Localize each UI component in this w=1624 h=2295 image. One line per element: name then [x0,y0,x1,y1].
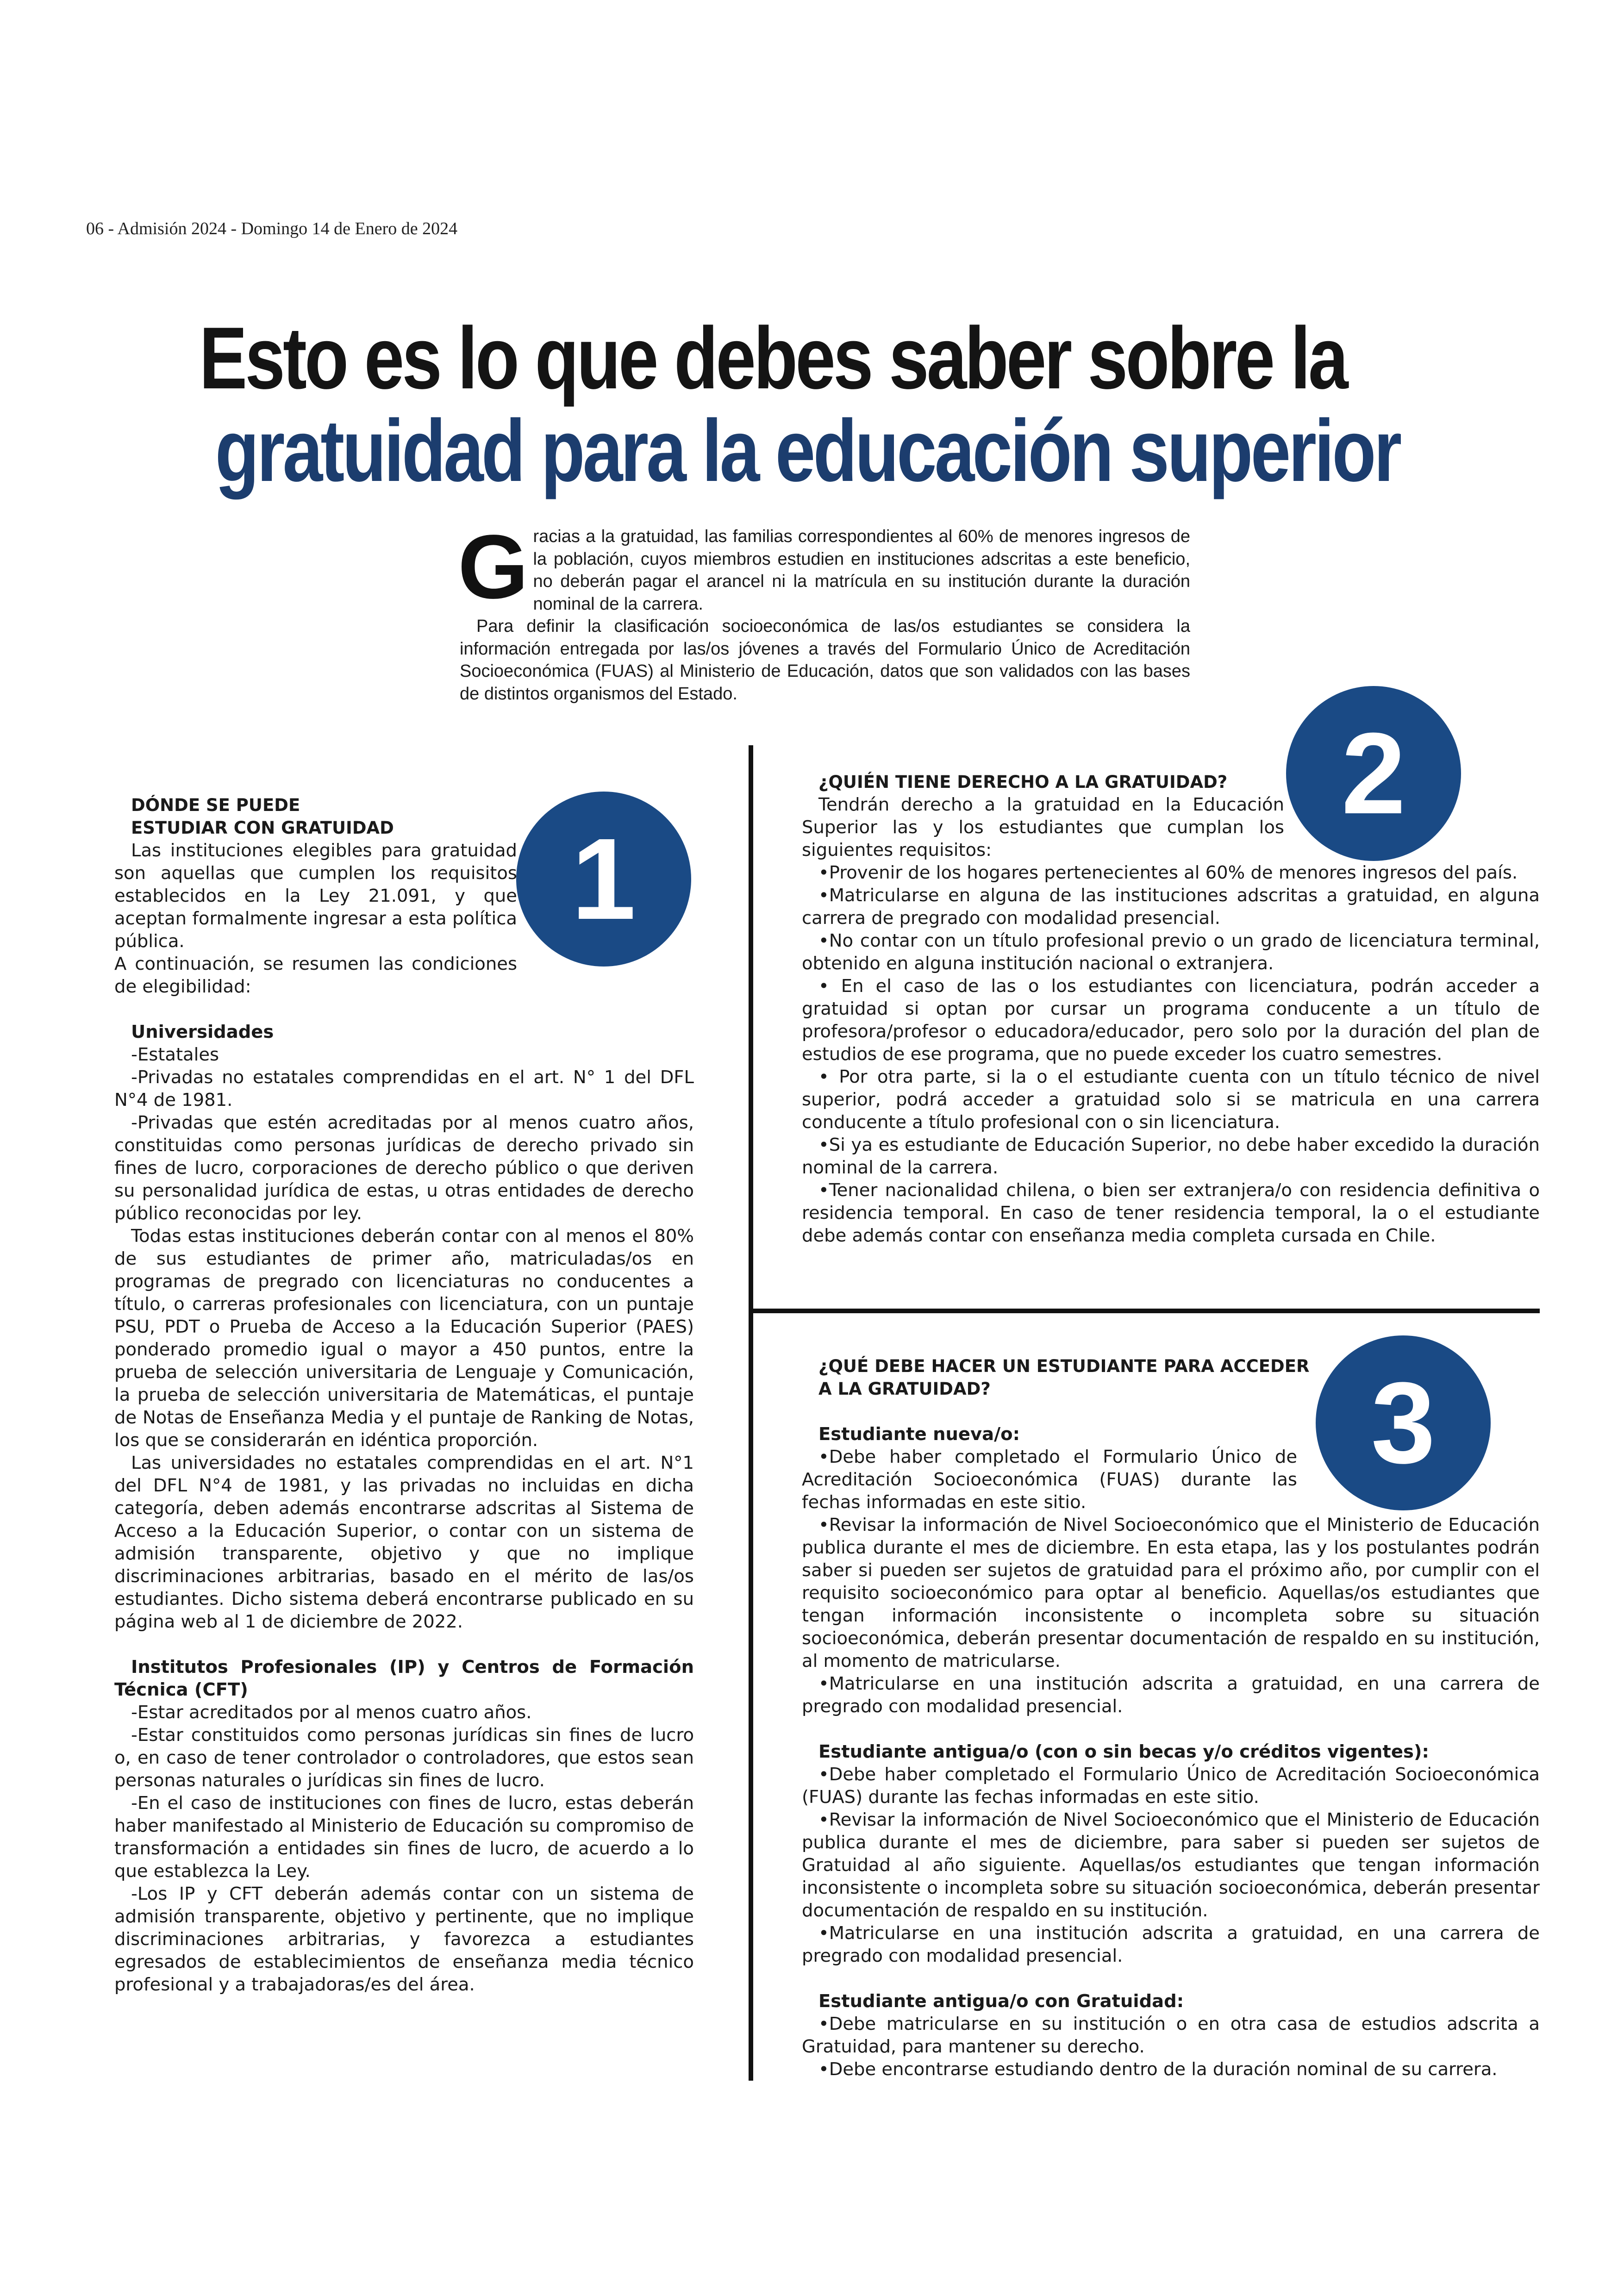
section-2-bullet: •Provenir de los hogares pertenecientes al 60% de menores ingresos del país. [818,862,1518,883]
section-number-2-badge: 2 [1286,686,1461,861]
section-3-subheading: Estudiante nueva/o: [818,1424,1020,1445]
intro-block [458,516,1190,705]
section-3-bullet: •Revisar la información de Nivel Socioeconómico que el Ministerio de Educación publica durante el mes de diciembre, para saber si pueden ser sujetos de Gratuidad al año siguiente. Aquellas/os estudiantes que tengan información inconsistente o incompleta sobre su situación socioeconómica, deberán presentar documentación de respaldo en su institución. [802,1809,1540,1921]
section-2-bullet: •No contar con un título profesional previo o un grado de licenciatura terminal, obtenido en alguna institución nacional o extranjera. [802,930,1540,974]
section-1-subheading: Universidades [131,1022,274,1042]
section-3-bullet: •Debe haber completado el Formulario Único de Acreditación Socioeconómica (FUAS) durante las fechas informadas en este sitio. [802,1764,1540,1808]
section-1-list-item: -Privadas que estén acreditadas por al menos cuatro años, constituidas como personas jurídicas de derecho privado sin fines de lucro, corporaciones de derecho público o que deriven su personalidad jurídica de estas, u otras entidades de derecho público reconocidas por ley. [114,1112,694,1224]
section-3-bullet: •Matricularse en una institución adscrita a gratuidad, en una carrera de pregrado con modalidad presencial. [802,1673,1540,1717]
headline-line-2: gratuidad para la educación superior [215,402,1400,500]
section-1-list-item: -Estatales [131,1044,219,1065]
section-1-list-item: -Estar constituidos como personas jurídicas sin fines de lucro o, en caso de tener controlador o controladores, que estos sean personas naturales o jurídicas sin fines de lucro. [114,1725,694,1791]
section-1-list-item: -Los IP y CFT deberán además contar con un sistema de admisión transparente, objetivo y pertinente, que no implique discriminaciones arbitrarias, y favorezca a estudiantes egresados de establecimientos de enseñanza media técnico profesional y a trabajadoras/es del área. [114,1883,694,1995]
section-1-paragraph: Las instituciones elegibles para gratuidad son aquellas que cumplen los requisitos establecidos en la Ley 21.091, y que aceptan formalmente ingresar a esta política pública. [114,840,517,952]
section-2-bullet: •Si ya es estudiante de Educación Superior, no debe haber excedido la duración nominal de la carrera. [802,1135,1540,1178]
section-1-list-item: -Estar acreditados por al menos cuatro años. [131,1702,532,1723]
section-2-paragraph: Tendrán derecho a la gratuidad en la Educación Superior las y los estudiantes que cumplan los siguientes requisitos: [802,794,1284,861]
section-divider-horizontal [751,1309,1540,1313]
section-2-bullet: •Matricularse en alguna de las instituciones adscritas a gratuidad, en alguna carrera de pregrado con modalidad presencial. [802,885,1540,929]
section-3-subheading: Estudiante antigua/o con Gratuidad: [818,1991,1184,2012]
headline-line-1: Esto es lo que debes saber sobre la [199,309,1346,407]
section-1-heading-line-1: DÓNDE SE PUEDE [131,795,300,815]
section-1-paragraph: A continuación, se resumen las condiciones de elegibilidad: [114,954,517,997]
section-number-1-badge: 1 [516,792,691,967]
section-number-3-badge: 3 [1316,1335,1491,1510]
section-3-bullet: •Matricularse en una institución adscrita a gratuidad, en una carrera de pregrado con modalidad presencial. [802,1923,1540,1966]
section-3-bullet: •Debe matricularse en su institución o en otra casa de estudios adscrita a Gratuidad, para mantener su derecho. [802,2014,1540,2057]
section-1-column [114,794,694,1996]
section-2-bullet: • Por otra parte, si la o el estudiante cuenta con un título técnico de nivel superior, podrá acceder a gratuidad solo si se matricula en una carrera conducente a título profesional con o sin licenciatura. [802,1066,1540,1133]
section-2-column [802,771,1540,1247]
intro-paragraph-2: Para definir la clasificación socioeconómica de las/os estudiantes se considera la información entregada por las/os jóvenes a través del Formulario Único de Acreditación Socioeconómica (FUAS) al Ministerio de Educación, datos que son validados con las bases de distintos organismos del Estado. [460,617,1190,704]
section-3-bullet: •Debe encontrarse estudiando dentro de la duración nominal de su carrera. [818,2059,1498,2080]
section-3-bullet: •Revisar la información de Nivel Socioeconómico que el Ministerio de Educación publica durante el mes de diciembre. En esta etapa, las y los postulantes podrán saber si pueden ser sujetos de gratuidad para el próximo año, por cumplir con el requisito socioeconómico para optar al beneficio. Aquellas/os estudiantes que tengan información inconsistente o incompleta sobre su situación socioeconómica, deberán presentar documentación de respaldo en su institución, al momento de matricularse. [802,1515,1540,1671]
section-1-list-item: -Privadas no estatales comprendidas en el art. N° 1 del DFL N°4 de 1981. [114,1067,694,1110]
section-3-heading-line-2: A LA GRATUIDAD? [818,1379,991,1399]
section-2-bullet: • En el caso de las o los estudiantes con licenciatura, podrán acceder a gratuidad si optan por cursar un programa conducente a un título de profesora/profesor o educadora/educador, pero solo por la duración del plan de estudios de ese programa, que no puede exceder los cuatro semestres. [802,976,1540,1065]
section-2-bullet: •Tener nacionalidad chilena, o bien ser extranjera/o con residencia definitiva o residencia temporal. En caso de tener residencia temporal, la o el estudiante debe además contar con enseñanza media completa cursada en Chile. [802,1180,1540,1246]
section-3-bullet: •Debe haber completado el Formulario Único de Acreditación Socioeconómica (FUAS) durante las fechas informadas en este sitio. [802,1447,1297,1513]
section-3-heading-line-1: ¿QUÉ DEBE HACER UN ESTUDIANTE PARA ACCEDER [818,1356,1310,1376]
drop-cap: G [458,516,529,617]
section-3-column [802,1355,1540,2081]
intro-paragraph-1: racias a la gratuidad, las familias correspondientes al 60% de menores ingresos de la población, cuyos miembros estudien en instituciones adscritas a este beneficio, no deberán pagar el arancel ni la matrícula en su institución durante la duración nominal de la carrera. [533,527,1190,614]
section-3-subheading: Estudiante antigua/o (con o sin becas y/o créditos vigentes): [818,1741,1429,1762]
section-1-heading-line-2: ESTUDIAR CON GRATUIDAD [131,818,394,838]
section-1-paragraph: Las universidades no estatales comprendidas en el art. N°1 del DFL N°4 de 1981, y las privadas no incluidas en dicha categoría, deben además encontrarse adscritas al Sistema de Acceso a la Educación Superior, o contar con un sistema de admisión transparente, objetivo y que no implique discriminaciones arbitrarias, basado en el mérito de las/os estudiantes. Dicho sistema deberá encontrarse publicado en su página web al 1 de diciembre de 2022. [114,1453,694,1632]
page-folio: 06 - Admisión 2024 - Domingo 14 de Enero de 2024 [86,219,458,238]
column-divider-vertical [749,745,753,2081]
section-1-subheading: Institutos Profesionales (IP) y Centros de Formación Técnica (CFT) [114,1657,694,1700]
section-1-list-item: -En el caso de instituciones con fines de lucro, estas deberán haber manifestado al Ministerio de Educación su compromiso de transformación a entidades sin fines de lucro, de acuerdo a lo que establezca la Ley. [114,1793,694,1882]
section-2-heading: ¿QUIÉN TIENE DERECHO A LA GRATUIDAD? [818,772,1228,792]
section-1-paragraph: Todas estas instituciones deberán contar con al menos el 80% de sus estudiantes de primer año, matriculadas/os en programas de pregrado con licenciaturas no conducentes a título, o carreras profesionales con licenciatura, con un puntaje PSU, PDT o Prueba de Acceso a la Educación Superior (PAES) ponderado promedio igual o mayor a 450 puntos, entre la prueba de selección universitaria de Lenguaje y Comunicación, la prueba de selección universitaria de Matemáticas, el puntaje de Notas de Enseñanza Media y el puntaje de Ranking de Notas, los que se considerarán en idéntica proporción. [114,1226,694,1451]
